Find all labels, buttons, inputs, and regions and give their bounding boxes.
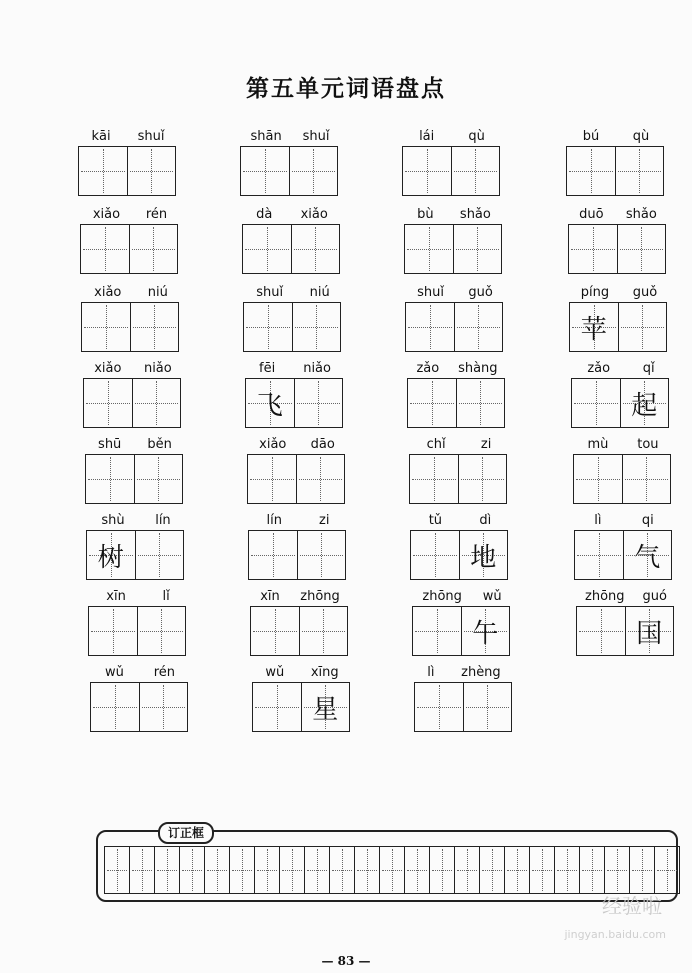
pinyin-syllable: tǔ [428, 513, 443, 528]
tianzige-boxes [242, 224, 340, 274]
char-cell[interactable] [459, 531, 508, 579]
pinyin-syllable: lì [594, 513, 602, 528]
correction-cell[interactable] [154, 847, 179, 893]
pinyin-syllable: zi [480, 437, 492, 452]
pinyin-syllable: guǒ [468, 285, 493, 300]
char-cell[interactable] [127, 147, 176, 195]
correction-box [96, 822, 686, 902]
word-item [250, 588, 350, 656]
pinyin-row [243, 284, 343, 302]
tianzige-boxes [407, 378, 505, 428]
pinyin-syllable: guǒ [632, 285, 658, 300]
word-item [90, 664, 190, 732]
correction-label: 订正框 [158, 822, 214, 844]
correction-cell[interactable] [329, 847, 354, 893]
pinyin-syllable: dāo [310, 437, 335, 452]
correction-cell[interactable] [529, 847, 554, 893]
char-cell[interactable] [81, 225, 129, 273]
pinyin-row [576, 588, 676, 606]
pinyin-syllable: xiǎo [259, 437, 287, 452]
pinyin-syllable: lì [427, 665, 435, 680]
pinyin-row [83, 360, 183, 378]
word-item [83, 360, 183, 428]
page-title: 第五单元词语盘点 [246, 75, 446, 102]
char-cell[interactable] [130, 303, 179, 351]
pinyin-row [250, 588, 350, 606]
pinyin-syllable: niǎo [303, 361, 331, 376]
tianzige-boxes [80, 224, 178, 274]
char-cell[interactable] [84, 379, 132, 427]
word-item [81, 284, 181, 352]
pinyin-row [405, 284, 505, 302]
char-cell[interactable] [625, 607, 674, 655]
word-item [574, 512, 674, 580]
tianzige-boxes [414, 682, 512, 732]
char-cell[interactable] [299, 607, 348, 655]
pinyin-syllable: dì [479, 513, 492, 528]
pinyin-syllable: píng [580, 285, 610, 300]
char-cell[interactable] [577, 607, 625, 655]
tianzige-boxes [404, 224, 502, 274]
correction-cell[interactable] [579, 847, 604, 893]
word-item [242, 206, 342, 274]
char-cell[interactable] [408, 379, 456, 427]
char-cell[interactable] [135, 531, 184, 579]
char-cell[interactable] [410, 455, 458, 503]
char-cell[interactable] [456, 379, 505, 427]
word-item [247, 436, 347, 504]
tianzige-boxes [566, 146, 664, 196]
char-cell[interactable] [87, 531, 135, 579]
char-cell[interactable] [248, 455, 296, 503]
pinyin-syllable: chǐ [426, 437, 446, 452]
tianzige-boxes [85, 454, 183, 504]
correction-cell[interactable] [279, 847, 304, 893]
pinyin-row [414, 664, 514, 682]
pinyin-syllable: xiǎo [92, 207, 121, 222]
pinyin-syllable: guó [642, 589, 667, 604]
char-cell[interactable] [572, 379, 620, 427]
pinyin-row [574, 512, 674, 530]
word-item [85, 436, 185, 504]
word-item [410, 512, 510, 580]
word-item [404, 206, 504, 274]
char-cell[interactable] [570, 303, 618, 351]
word-item [412, 588, 512, 656]
char-cell[interactable] [82, 303, 130, 351]
tianzige-boxes [243, 302, 341, 352]
word-item [568, 206, 668, 274]
char-cell[interactable] [567, 147, 615, 195]
word-item [243, 284, 343, 352]
correction-cell[interactable] [554, 847, 579, 893]
tianzige-boxes [245, 378, 343, 428]
pinyin-syllable: zǎo [587, 361, 611, 376]
pinyin-syllable: bù [417, 207, 434, 222]
char-cell[interactable] [620, 379, 669, 427]
correction-cell[interactable] [105, 847, 129, 893]
pinyin-row [412, 588, 512, 606]
char-text: 国 [636, 618, 663, 649]
pinyin-row [407, 360, 507, 378]
pinyin-syllable: xiǎo [94, 361, 122, 376]
char-cell[interactable] [289, 147, 338, 195]
page-number: — 83 — [321, 954, 371, 968]
correction-cell[interactable] [179, 847, 204, 893]
char-cell[interactable] [294, 379, 343, 427]
word-item [414, 664, 514, 732]
char-text: 星 [312, 694, 339, 725]
char-cell[interactable] [575, 531, 623, 579]
char-cell[interactable] [86, 455, 134, 503]
word-item [248, 512, 348, 580]
pinyin-syllable: rén [145, 207, 168, 222]
char-cell[interactable] [246, 379, 294, 427]
word-item [409, 436, 509, 504]
char-cell[interactable] [461, 607, 510, 655]
char-cell[interactable] [139, 683, 188, 731]
correction-cell[interactable] [429, 847, 454, 893]
char-cell[interactable] [134, 455, 183, 503]
char-cell[interactable] [292, 303, 341, 351]
tianzige-boxes [573, 454, 671, 504]
tianzige-boxes [576, 606, 674, 656]
tianzige-boxes [88, 606, 186, 656]
word-item [240, 128, 340, 196]
pinyin-syllable: niú [147, 285, 168, 300]
pinyin-row [409, 436, 509, 454]
pinyin-syllable: niú [309, 285, 330, 300]
pinyin-syllable: wǔ [104, 665, 124, 680]
pinyin-syllable: shuǐ [256, 285, 284, 300]
pinyin-row [81, 284, 181, 302]
char-cell[interactable] [89, 607, 137, 655]
pinyin-syllable: shù [101, 513, 125, 528]
char-text: 树 [97, 542, 124, 573]
tianzige-boxes [410, 530, 508, 580]
tianzige-boxes [412, 606, 510, 656]
tianzige-boxes [405, 302, 503, 352]
watermark: 经验啦 [602, 894, 662, 918]
word-item [569, 284, 669, 352]
pinyin-row [78, 128, 178, 146]
pinyin-syllable: lái [419, 129, 435, 144]
char-cell[interactable] [415, 683, 463, 731]
char-cell[interactable] [574, 455, 622, 503]
pinyin-row [404, 206, 504, 224]
pinyin-syllable: niǎo [143, 361, 172, 376]
pinyin-syllable: fēi [259, 361, 276, 376]
correction-cell[interactable] [254, 847, 279, 893]
word-item [402, 128, 502, 196]
pinyin-row [569, 284, 669, 302]
correction-cell[interactable] [229, 847, 254, 893]
char-cell[interactable] [623, 531, 672, 579]
pinyin-row [410, 512, 510, 530]
tianzige-boxes [250, 606, 348, 656]
char-cell[interactable] [91, 683, 139, 731]
pinyin-syllable: qù [468, 129, 485, 144]
word-item [86, 512, 186, 580]
char-cell[interactable] [617, 225, 666, 273]
pinyin-syllable: xīn [260, 589, 280, 604]
char-text: 地 [470, 542, 497, 573]
char-cell[interactable] [291, 225, 340, 273]
char-cell[interactable] [411, 531, 459, 579]
pinyin-row [245, 360, 345, 378]
pinyin-row [88, 588, 188, 606]
pinyin-syllable: shǎo [625, 207, 657, 222]
tianzige-boxes [86, 530, 184, 580]
pinyin-row [247, 436, 347, 454]
tianzige-boxes [568, 224, 666, 274]
char-cell[interactable] [253, 683, 301, 731]
word-item [573, 436, 673, 504]
pinyin-syllable: zi [319, 513, 330, 528]
pinyin-syllable: zhōng [422, 589, 462, 604]
char-cell[interactable] [453, 225, 502, 273]
word-item [566, 128, 666, 196]
pinyin-syllable: zhèng [461, 665, 501, 680]
word-item [88, 588, 188, 656]
correction-cell[interactable] [129, 847, 154, 893]
char-cell[interactable] [454, 303, 503, 351]
pinyin-syllable: rén [153, 665, 176, 680]
tianzige-boxes [252, 682, 350, 732]
pinyin-row [242, 206, 342, 224]
char-cell[interactable] [129, 225, 178, 273]
pinyin-syllable: shuǐ [417, 285, 445, 300]
pinyin-syllable: shǎo [459, 207, 491, 222]
char-text: 起 [631, 390, 658, 421]
pinyin-syllable: lín [266, 513, 282, 528]
char-cell[interactable] [569, 225, 617, 273]
word-item [78, 128, 178, 196]
pinyin-row [90, 664, 190, 682]
pinyin-syllable: shuǐ [137, 129, 165, 144]
tianzige-boxes [90, 682, 188, 732]
pinyin-row [402, 128, 502, 146]
word-item [407, 360, 507, 428]
pinyin-syllable: shān [250, 129, 282, 144]
correction-cell[interactable] [354, 847, 379, 893]
pinyin-syllable: tou [637, 437, 659, 452]
pinyin-row [86, 512, 186, 530]
pinyin-syllable: zhōng [585, 589, 625, 604]
char-cell[interactable] [406, 303, 454, 351]
char-cell[interactable] [622, 455, 671, 503]
pinyin-syllable: zhōng [300, 589, 340, 604]
tianzige-boxes [247, 454, 345, 504]
pinyin-syllable: shuǐ [302, 129, 330, 144]
correction-cell[interactable] [304, 847, 329, 893]
char-cell[interactable] [297, 531, 346, 579]
char-cell[interactable] [405, 225, 453, 273]
char-cell[interactable] [458, 455, 507, 503]
char-cell[interactable] [301, 683, 350, 731]
char-cell[interactable] [413, 607, 461, 655]
pinyin-row [573, 436, 673, 454]
pinyin-syllable: wǔ [482, 589, 502, 604]
pinyin-syllable: xiǎo [300, 207, 328, 222]
correction-cell[interactable] [454, 847, 479, 893]
tianzige-boxes [409, 454, 507, 504]
char-text: 午 [472, 618, 499, 649]
pinyin-syllable: mù [587, 437, 609, 452]
pinyin-syllable: shàng [458, 361, 498, 376]
watermark-url: jingyan.baidu.com [564, 928, 666, 941]
tianzige-boxes [83, 378, 181, 428]
char-cell[interactable] [137, 607, 186, 655]
word-item [245, 360, 345, 428]
char-text: 飞 [256, 390, 283, 421]
char-cell[interactable] [244, 303, 292, 351]
pinyin-syllable: xīn [106, 589, 126, 604]
correction-cell[interactable] [604, 847, 629, 893]
correction-cell[interactable] [404, 847, 429, 893]
pinyin-syllable: wǔ [265, 665, 285, 680]
char-cell[interactable] [251, 607, 299, 655]
char-cell[interactable] [615, 147, 664, 195]
word-item [80, 206, 180, 274]
pinyin-syllable: lǐ [162, 589, 170, 604]
correction-cell[interactable] [204, 847, 229, 893]
correction-cell[interactable] [654, 847, 679, 893]
tianzige-boxes [569, 302, 667, 352]
correction-cell[interactable] [504, 847, 529, 893]
char-cell[interactable] [79, 147, 127, 195]
char-text: 苹 [580, 314, 607, 345]
char-cell[interactable] [618, 303, 667, 351]
correction-cells [104, 846, 680, 894]
pinyin-row [80, 206, 180, 224]
word-item [571, 360, 671, 428]
correction-cell[interactable] [629, 847, 654, 893]
tianzige-boxes [78, 146, 176, 196]
char-cell[interactable] [241, 147, 289, 195]
pinyin-syllable: qù [632, 129, 650, 144]
char-cell[interactable] [463, 683, 512, 731]
pinyin-row [248, 512, 348, 530]
correction-cell[interactable] [379, 847, 404, 893]
pinyin-syllable: duō [579, 207, 604, 222]
tianzige-boxes [248, 530, 346, 580]
char-cell[interactable] [403, 147, 451, 195]
char-cell[interactable] [243, 225, 291, 273]
pinyin-row [566, 128, 666, 146]
pinyin-syllable: bú [582, 129, 600, 144]
char-cell[interactable] [132, 379, 181, 427]
char-text: 气 [634, 542, 661, 573]
pinyin-syllable: qi [641, 513, 654, 528]
pinyin-row [240, 128, 340, 146]
pinyin-syllable: zǎo [416, 361, 440, 376]
char-cell[interactable] [249, 531, 297, 579]
tianzige-boxes [574, 530, 672, 580]
word-item [405, 284, 505, 352]
pinyin-syllable: kāi [91, 129, 111, 144]
char-cell[interactable] [451, 147, 500, 195]
tianzige-boxes [81, 302, 179, 352]
pinyin-syllable: lín [155, 513, 171, 528]
pinyin-row [568, 206, 668, 224]
char-cell[interactable] [296, 455, 345, 503]
tianzige-boxes [571, 378, 669, 428]
tianzige-boxes [240, 146, 338, 196]
correction-cell[interactable] [479, 847, 504, 893]
pinyin-syllable: dà [256, 207, 273, 222]
pinyin-row [571, 360, 671, 378]
tianzige-boxes [402, 146, 500, 196]
pinyin-syllable: xiǎo [94, 285, 122, 300]
pinyin-row [85, 436, 185, 454]
pinyin-syllable: qǐ [642, 361, 655, 376]
word-item [576, 588, 676, 656]
pinyin-syllable: shū [98, 437, 122, 452]
pinyin-syllable: běn [147, 437, 172, 452]
word-item [252, 664, 352, 732]
pinyin-syllable: xīng [310, 665, 339, 680]
pinyin-row [252, 664, 352, 682]
